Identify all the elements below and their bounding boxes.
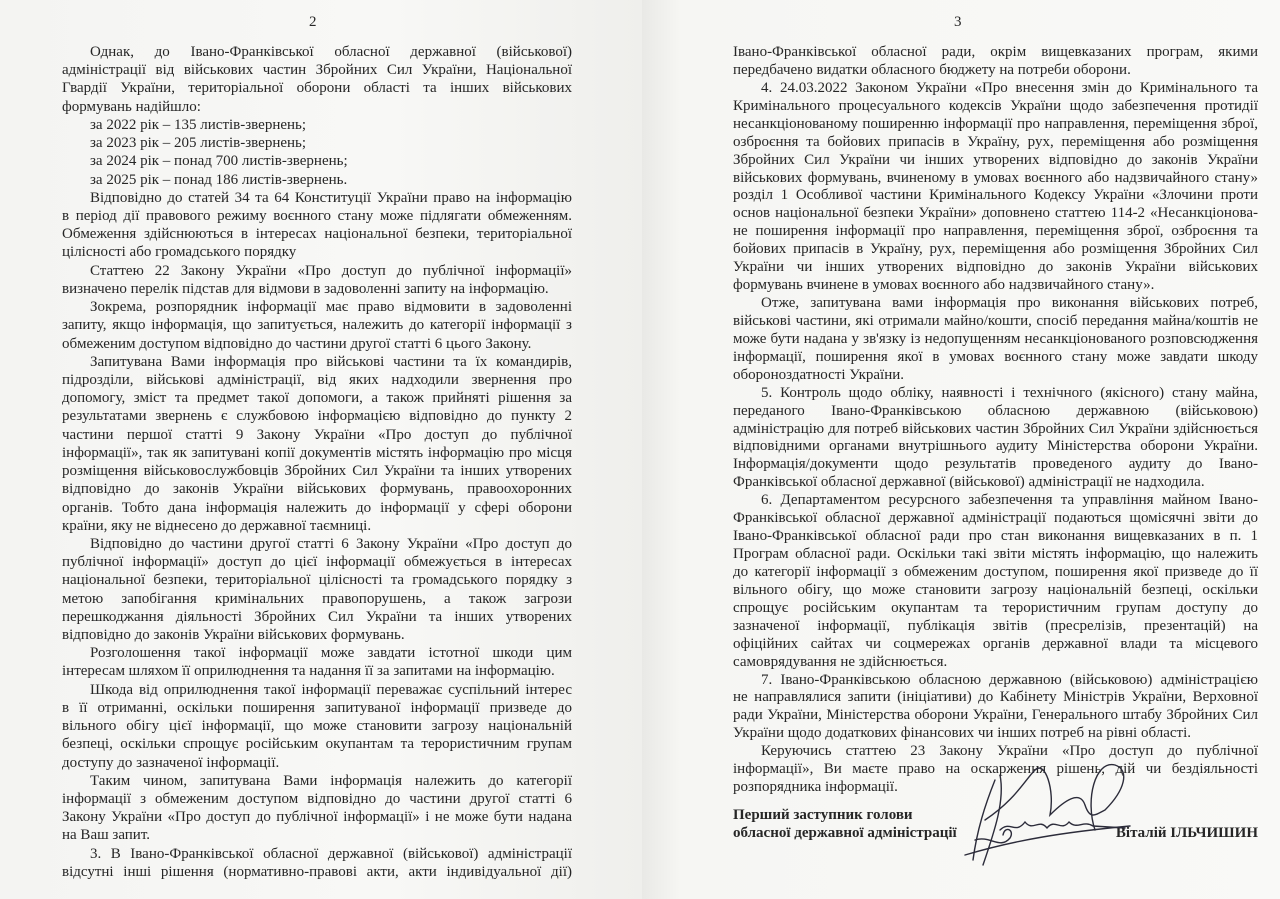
list-item: за 2025 рік – понад 186 листів-звернень. (90, 171, 348, 188)
text-line: Запитувана Вами інформація про військові частини та їх командирів, (90, 353, 572, 370)
text-line: національної безпеки, територіальної цілісності та громадського порядку з (62, 572, 572, 589)
text-line: обороноздатності України. (733, 366, 905, 383)
text-line: розпорядника інформації. (733, 779, 898, 796)
text-line: результатами звернень є службовою інформацією відповідно до пункту 2 (62, 408, 572, 425)
text-line: органів. Тобто дана інформація належить до інформації у сфері оборони (62, 499, 572, 516)
text-line: частини першої статті 9 Закону України «Про доступ до публічної (62, 426, 572, 443)
text-line: Програм обласної ради. Оскільки такі звіти містять інформацію, що належить (733, 546, 1258, 563)
text-line: Гвардії України, територіальної оборони області та інших військових (62, 80, 572, 97)
text-line: метою запобігання кримінальних правопорушень, а також загрози (62, 590, 572, 607)
page-number: 2 (309, 14, 317, 30)
text-line: відповідними органами внутрішнього аудиту Міністерства оборони України. (733, 438, 1258, 455)
list-item: за 2024 рік – понад 700 листів-звернень; (90, 153, 348, 170)
text-line: перешкоджання діяльності Збройних Сил України та інших утворених (62, 608, 572, 625)
text-line: країни, яку не віднесено до державної таємниці. (62, 517, 372, 534)
text-line: Таким чином, запитувана Вами інформація належить до категорії (90, 772, 572, 789)
text-line: Однак, до Івано-Франківської обласної державної (військової) (90, 44, 572, 60)
signatory-position-line-2: обласної державної адміністрації (733, 825, 957, 841)
text-line: відсутні інші рішення (нормативно-правові акти, акти індивідуальної дії) (62, 863, 572, 880)
signature-stroke (985, 765, 1124, 830)
text-line: Керуючись статтею 23 Закону України «Про доступ до публічної (761, 743, 1258, 760)
text-line: 7. Івано-Франківською обласною державною (військовою) адміністрацією (761, 671, 1258, 688)
text-line: розділ 1 Особливої частини Кримінального Кодексу України «Злочини проти (733, 187, 1258, 204)
text-line: озброєння та бойових припасів в Україну, рух, переміщення або розміщення (733, 133, 1258, 150)
text-line: формувань надійшло: (62, 98, 201, 115)
text-line: України чи інших утворених відповідно до законів України військових (733, 259, 1258, 276)
text-line: 6. Департаментом ресурсного забезпечення та управління майном Івано- (761, 492, 1258, 509)
text-line: розміщення військовослужбовців Збройних Сил України та інших утворених (62, 463, 572, 480)
signatory-position-line-1: Перший заступник голови (733, 807, 913, 823)
text-line: Збройних Сил України чи інших утворених відповідно до законів України (733, 151, 1258, 168)
list-item: за 2023 рік – 205 листів-звернень; (90, 135, 307, 152)
text-line: Статтею 22 Закону України «Про доступ до публічної інформації» (90, 262, 572, 279)
text-line: Шкода від оприлюднення такої інформації переважає суспільний інтерес (90, 681, 572, 698)
text-line: підрозділи, військові адміністрації, від яких надходили звернення про (62, 371, 572, 388)
page-number: 3 (954, 14, 962, 30)
text-line: зазначеної інформації, публікація звітів (пресрелізів, презентацій) на (733, 617, 1258, 634)
text-line: військових формувань, вчиненому в умовах воєнного або надзвичайного стану» (733, 169, 1258, 186)
text-line: вільного обігу цієї інформації, що може становити загрозу національній (62, 718, 572, 735)
text-line: до категорії інформації з обмеженим доступом, поширення якої призведе до її (733, 563, 1258, 580)
text-line: інформації з обмеженим доступом відповідно до частини другої статті 6 (62, 791, 572, 808)
text-line: Івано-Франківської обласної ради, окрім вищевказаних програм, якими (733, 44, 1258, 60)
text-line: відповідно до законів України військових формувань. (62, 627, 405, 644)
text-line: інформації», Ви маєте право на оскарження рішень, дій чи бездіяльності (733, 761, 1258, 778)
text-line: Івано-Франківської обласної ради про стан виконання вищевказаних в п. 1 (733, 528, 1258, 545)
text-line: не поширення інформації про направлення, переміщення зброї, озброєння та (733, 223, 1258, 240)
text-line: Кримінального процесуального кодексів України щодо забезпечення протидії (733, 97, 1258, 114)
text-line: публічної інформації» доступ до цієї інформації обмежується в інтересах (62, 554, 572, 571)
text-line: Франківської обласної державної адміністрації подаються щомісячні звіти до (733, 510, 1258, 527)
text-line: передбачено видатки обласного бюджету на потреби оборони. (733, 61, 1131, 78)
text-line: не направлялися запити (ініціативи) до Кабінету Міністрів України, Верховної (733, 689, 1258, 706)
text-line: в її отриманні, оскільки поширення запитуваної інформації призведе до (62, 699, 572, 716)
text-line: Відповідно до частини другої статті 6 Закону України «Про доступ до (90, 535, 572, 552)
text-line: бойових припасів в Україну, рух, переміщення або розміщення Збройних Сил (733, 241, 1258, 258)
text-line: інформації, поширення якої в умовах воєнного стану може завдати шкоду (733, 348, 1258, 365)
text-line: військові частини, які отримали майно/кошти, спосіб передання майна/коштів не (733, 312, 1258, 329)
text-line: офіційних сайтах чи соцмережах органів державної влади та місцевого (733, 635, 1258, 652)
text-line: Інформація/документи щодо результатів проведеного аудиту до Івано- (733, 456, 1258, 473)
handwritten-signature (955, 760, 1145, 875)
text-line: Закону України «Про доступ до публічної інформації» і не може бути надана (62, 809, 572, 826)
text-line: адміністрації від військових частин Збройних Сил України, Національної (62, 62, 572, 79)
text-line: Розголошення такої інформації може завдати істотної шкоди цим (90, 645, 572, 662)
text-line: доступу до зазначеної інформації. (62, 754, 280, 771)
text-line: обмеженим доступом відповідно до частини другої статті 6 цього Закону. (62, 335, 532, 352)
text-line: визначено перелік підстав для відмови в задоволенні запиту на інформацію. (62, 280, 549, 297)
text-line: переданого Івано-Франківською обласною державною (військовою) (733, 402, 1258, 419)
text-line: 5. Контроль щодо обліку, наявності і технічного (якісного) стану майна, (761, 384, 1258, 401)
text-line: допомогу, зміст та предмет такої допомоги, а також прийняті рішення за (62, 390, 572, 407)
text-line: відповідно до законів України військових формувань, правоохоронних (62, 481, 572, 498)
text-line: в період дії правового режиму воєнного стану може підлягати обмеженням. (62, 207, 572, 224)
text-line: вільного обігу, що може становити загрозу національній безпеці, оскільки (733, 581, 1258, 598)
text-line: несанкціонованому поширенню інформації про направлення, переміщення зброї, (733, 115, 1258, 132)
text-line: Зокрема, розпорядник інформації має право відмовити в задоволенні (90, 299, 572, 316)
text-line: адміністрацію для потреб військових частин Збройних Сил України здійснюється (733, 420, 1258, 437)
text-line: Отже, запитувана вами інформація про виконання військових потреб, (761, 295, 1258, 312)
text-line: України щодо додаткових фінансових чи інших потреб на рівні області. (733, 725, 1191, 742)
text-line: може бути надана у зв'язку із недопущенням несанкціонованого розповсюдження (733, 330, 1258, 347)
text-line: Обмеження здійснюються в інтересах національної безпеки, територіальної (62, 226, 572, 243)
text-line: Франківської обласної державної (військової) адміністрації не надходила. (733, 474, 1205, 491)
list-item: за 2022 рік – 135 листів-звернень; (90, 116, 307, 133)
text-line: цілісності або громадського порядку (62, 244, 297, 261)
text-line: інтересам шляхом її оприлюднення та надання її за запитами на інформацію. (62, 663, 555, 680)
text-line: формувань вчинене в умовах воєнного або надзвичайного стану». (733, 277, 1155, 294)
signatory-name: Віталій ІЛЬЧИШИН (1115, 825, 1258, 841)
text-line: ради України, Міністерства оборони України, Генерального штабу Збройних Сил (733, 707, 1258, 724)
text-line: самоврядування не здійснюється. (733, 653, 948, 670)
text-line: основ національної безпеки України» доповнено статтею 114-2 «Несанкціонова- (733, 205, 1258, 222)
text-line: 3. В Івано-Франківської обласної державної (військової) адміністрації (90, 845, 572, 862)
text-line: безпеці, оскільки спрощує російським окупантам та терористичним групам (62, 736, 572, 753)
text-line: на Ваш запит. (62, 827, 151, 844)
text-line: інформації», так як запитувані копії документів містять інформацію про місця (62, 444, 572, 461)
text-line: 4. 24.03.2022 Законом України «Про внесення змін до Кримінального та (761, 79, 1258, 96)
text-line: запиту, якщо інформація, що запитується, належить до категорії інформації з (62, 317, 572, 334)
text-line: Відповідно до статей 34 та 64 Конституції України право на інформацію (90, 189, 572, 206)
text-line: спрощує російським окупантам та терористичним групам доступу до (733, 599, 1258, 616)
